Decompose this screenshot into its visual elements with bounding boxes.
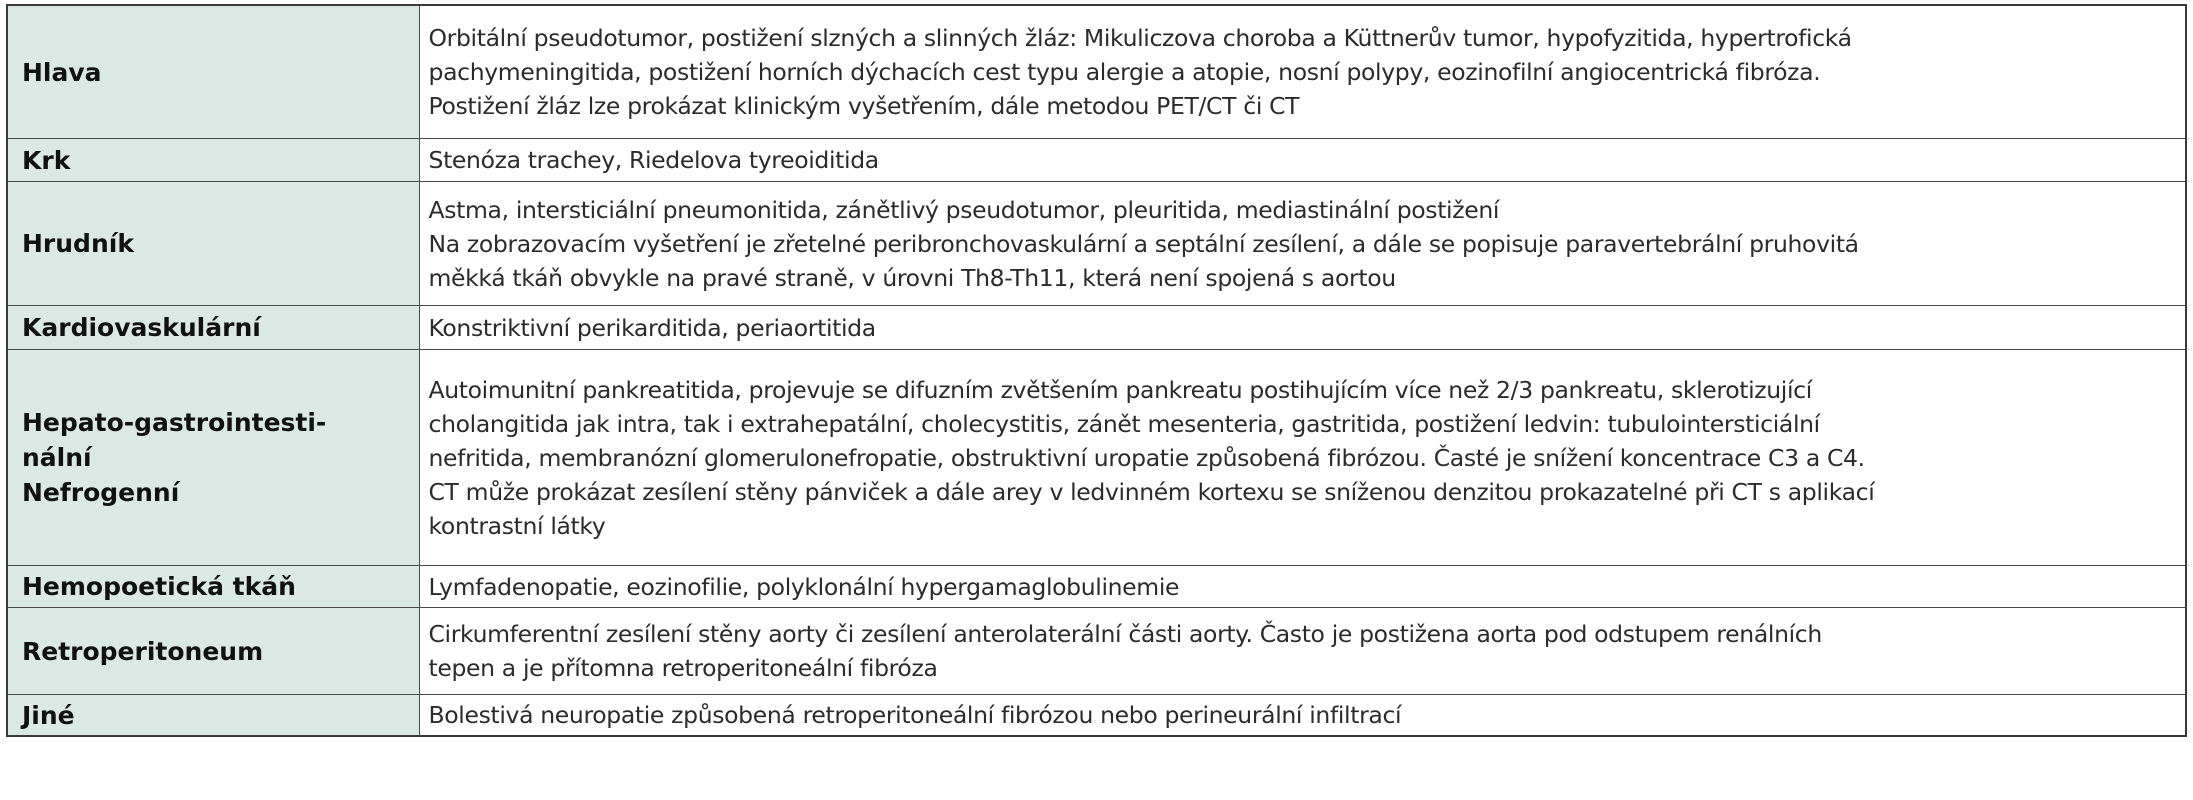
row-label: Hepato-gastrointesti- nální Nefrogenní bbox=[22, 408, 327, 507]
row-description-cell bbox=[419, 566, 2186, 608]
row-description-cell bbox=[419, 608, 2186, 695]
table-row bbox=[7, 608, 2186, 695]
row-label: Hrudník bbox=[22, 229, 134, 258]
row-label: Hemopoetická tkáň bbox=[22, 572, 296, 601]
row-description: Astma, intersticiální pneumonitida, zánětlivý pseudotumor, pleuritida, mediastinální postižení Na zobrazovacím vyšetření je zřetelné peribronchovaskulární a septální zesílení, a dále se popisuje paravertebrální pruhovitá měkká tkáň obvykle na pravé straně, v úrovni Th8-Th11, která není spojená s aortou bbox=[428, 195, 1859, 292]
row-label: Jiné bbox=[22, 700, 75, 730]
table-row bbox=[7, 695, 2186, 737]
row-label-cell bbox=[7, 306, 419, 350]
table-row bbox=[7, 566, 2186, 608]
row-label-cell bbox=[7, 695, 419, 737]
table-row bbox=[7, 182, 2186, 306]
row-label-cell bbox=[7, 5, 419, 139]
row-description-cell bbox=[419, 695, 2186, 737]
row-label: Kardiovaskulární bbox=[22, 313, 261, 342]
row-label-cell bbox=[7, 608, 419, 695]
row-description: Stenóza trachey, Riedelova tyreoiditida bbox=[428, 146, 879, 174]
row-description: Konstriktivní perikarditida, periaortitida bbox=[428, 313, 876, 342]
row-description: Autoimunitní pankreatitida, projevuje se difuzním zvětšením pankreatu postihujícím více než 2/3 pankreatu, sklerotizující cholangitida jak intra, tak i extrahepatální, cholecystitis, zánět mesenteria, gastritida, postižení ledvin: tubulointersticiální nefritida, membranózní glomerulonefropatie, obstruktivní uropatie způsobená fibrózou. Časté je snížení koncentrace C3 a C4. CT může prokázat zesílení stěny pánviček a dále arey v ledvinném kortexu se sníženou denzitou prokazatelné při CT s aplikací kontrastní látky bbox=[428, 375, 1875, 540]
row-description: Bolestivá neuropatie způsobená retroperitoneální fibrózou nebo perineurální infiltrací bbox=[428, 701, 1402, 729]
row-label-cell bbox=[7, 182, 419, 306]
table-row bbox=[7, 5, 2186, 139]
organ-involvement-table bbox=[6, 4, 2187, 737]
row-description-cell bbox=[419, 350, 2186, 566]
table-row bbox=[7, 139, 2186, 182]
table-row bbox=[7, 350, 2186, 566]
row-description-cell bbox=[419, 5, 2186, 139]
row-label: Retroperitoneum bbox=[22, 636, 264, 666]
row-description: Lymfadenopatie, eozinofilie, polyklonální hypergamaglobulinemie bbox=[428, 572, 1180, 601]
row-label-cell bbox=[7, 566, 419, 608]
row-label: Krk bbox=[22, 145, 71, 175]
row-description: Cirkumferentní zesílení stěny aorty či zesílení anterolaterální části aorty. Často je postižena aorta pod odstupem renálních tepen a je přítomna retroperitoneální fibróza bbox=[428, 620, 1822, 682]
row-description-cell bbox=[419, 306, 2186, 350]
row-description-cell bbox=[419, 139, 2186, 182]
row-label-cell bbox=[7, 139, 419, 182]
row-description: Orbitální pseudotumor, postižení slzných a slinných žláz: Mikuliczova choroba a Küttnerův tumor, hypofyzitida, hypertrofická pachymeningitida, postižení horních dýchacích cest typu alergie a atopie, nosní polypy, eozinofilní angiocentrická fibróza. Postižení žláz lze prokázat klinickým vyšetřením, dále metodou PET/CT či CT bbox=[428, 24, 1852, 120]
row-label-cell bbox=[7, 350, 419, 566]
row-label: Hlava bbox=[22, 57, 102, 87]
document-page bbox=[6, 4, 2185, 737]
table-row bbox=[7, 306, 2186, 350]
row-description-cell bbox=[419, 182, 2186, 306]
